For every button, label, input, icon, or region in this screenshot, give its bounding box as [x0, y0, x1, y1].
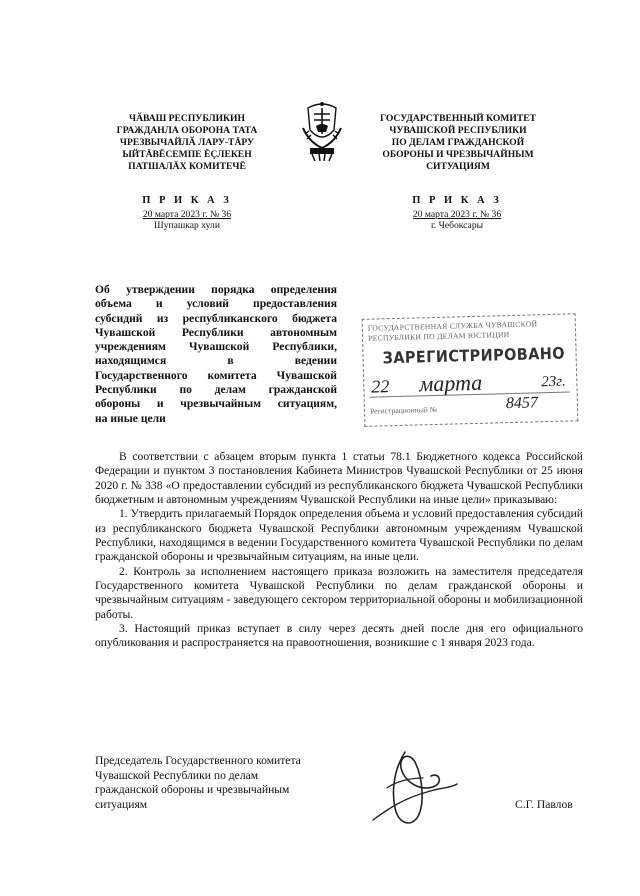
- header-left-line: ЫЙТĂВĔСЕМПЕ ĔÇЛЕКЕН: [122, 149, 252, 160]
- header-right-line: ЧУВАШСКОЙ РЕСПУБЛИКИ: [389, 125, 527, 136]
- stamp-agency-line: ГОСУДАРСТВЕННАЯ СЛУЖБА ЧУВАШСКОЙ: [367, 319, 538, 333]
- subject-line: субсидий из республиканского бюджета: [95, 311, 337, 325]
- stamp-month: марта: [418, 369, 483, 397]
- stamp-year: 23г.: [541, 373, 566, 391]
- subject-line: находящимся в ведении: [95, 354, 337, 368]
- prikaz-city: г. Чебоксары: [430, 220, 484, 231]
- header-right-russian: [360, 113, 556, 173]
- stamp-day: 22: [371, 376, 390, 397]
- document-body: [95, 450, 583, 651]
- body-paragraph: 3. Настоящий приказ вступает в силу через десять дней после дня его официального опубликования и распространяется на правоотношения, возникшие с 1 января 2023 года.: [95, 622, 583, 650]
- body-paragraph: В соответствии с абзацем вторым пункта 1 статьи 78.1 Бюджетного кодекса Российской Федерации и пунктом 3 постановления Кабинета Министров Чувашской Республики от 25 июня 2020 г. № 338 «О предоставлении субсидий из республиканского бюджета Чувашской Республики бюджетным и автономным учреждениям Чувашской Республики на иные цели» приказываю:: [95, 450, 583, 507]
- stamp-number: 8457: [505, 394, 539, 413]
- header-left-line: ЧӐВАШ РЕСПУБЛИКИН: [129, 113, 245, 124]
- subject-line: обороны и чрезвычайным ситуациям,: [95, 397, 337, 411]
- subject-line: Государственного комитета Чувашской: [95, 368, 337, 382]
- signatory-position-line: Чувашской Республики по делам: [95, 768, 259, 782]
- subject-line: Об утверждении порядка определения: [95, 283, 337, 296]
- signatory-position-line: Председатель Государственного комитета: [95, 754, 301, 767]
- prikaz-block-left: [92, 195, 282, 231]
- subject-line: объема и условий предоставления: [95, 297, 337, 311]
- header-right-line: ПО ДЕЛАМ ГРАЖДАНСКОЙ: [391, 137, 525, 148]
- signatory-position: [95, 754, 345, 812]
- stamp-registered-label: ЗАРЕГИСТРИРОВАНО: [382, 343, 566, 368]
- subject-line: на иные цели: [95, 411, 166, 425]
- signatory-position-line: ситуациям: [95, 797, 148, 811]
- prikaz-title: П Р И К А З: [412, 195, 502, 206]
- stamp-agency-line: РЕСПУБЛИКИ ПО ДЕЛАМ ЮСТИЦИИ: [367, 330, 510, 343]
- subject-line: Чувашской Республики автономным: [95, 325, 337, 339]
- subject-line: учреждениям Чувашской Республики,: [95, 340, 337, 354]
- prikaz-date: 20 марта 2023 г. № 36: [142, 209, 232, 220]
- header-right-line: СИТУАЦИЯМ: [426, 161, 490, 172]
- header-right-line: ГОСУДАРСТВЕННЫЙ КОМИТЕТ: [379, 113, 537, 124]
- prikaz-block-right: [362, 195, 552, 231]
- document-subject: [95, 283, 337, 426]
- prikaz-city: Шупашкар хули: [154, 220, 220, 231]
- header-left-line: ГРАЖДАНЛА ОБОРОНА ТАТА: [116, 125, 258, 136]
- header-left-line: ЧРЕЗВЫЧАЙЛӐ ЛАРУ-ТĂРУ: [119, 137, 255, 148]
- registration-stamp: [362, 313, 585, 429]
- signatory-name: С.Г. Павлов: [515, 798, 573, 811]
- prikaz-title: П Р И К А З: [142, 195, 232, 206]
- header-right-line: ОБОРОНЫ И ЧРЕЗВЫЧАЙНЫМ: [382, 149, 534, 160]
- handwritten-signature: [365, 748, 461, 832]
- header-left-line: ПАТШАЛĂХ КОМИТЕЧĔ: [128, 161, 246, 172]
- subject-line: Республики по делам гражданской: [95, 383, 337, 397]
- signatory-position-line: гражданской обороны и чрезвычайным: [95, 783, 290, 797]
- stamp-number-label: Регистрационный №: [369, 404, 438, 416]
- prikaz-date: 20 марта 2023 г. № 36: [412, 209, 502, 220]
- body-paragraph: 2. Контроль за исполнением настоящего приказа возложить на заместителя председателя Государственного комитета Чувашской Республики по делам гражданской обороны и чрезвычайным ситуациям - заведующего сектором территориальной обороны и мобилизационной работы.: [95, 564, 583, 621]
- chuvash-coat-of-arms-icon: [299, 100, 345, 162]
- body-paragraph: 1. Утвердить прилагаемый Порядок определения объема и условий предоставления субсидий из республиканского бюджета Чувашской Республики автономным учреждениям Чувашской Республики, находящимся в ведении Государственного комитета Чувашской Республики по делам гражданской обороны и чрезвычайным ситуациям, на иные цели.: [95, 507, 583, 564]
- header-left-chuvash: [92, 113, 282, 173]
